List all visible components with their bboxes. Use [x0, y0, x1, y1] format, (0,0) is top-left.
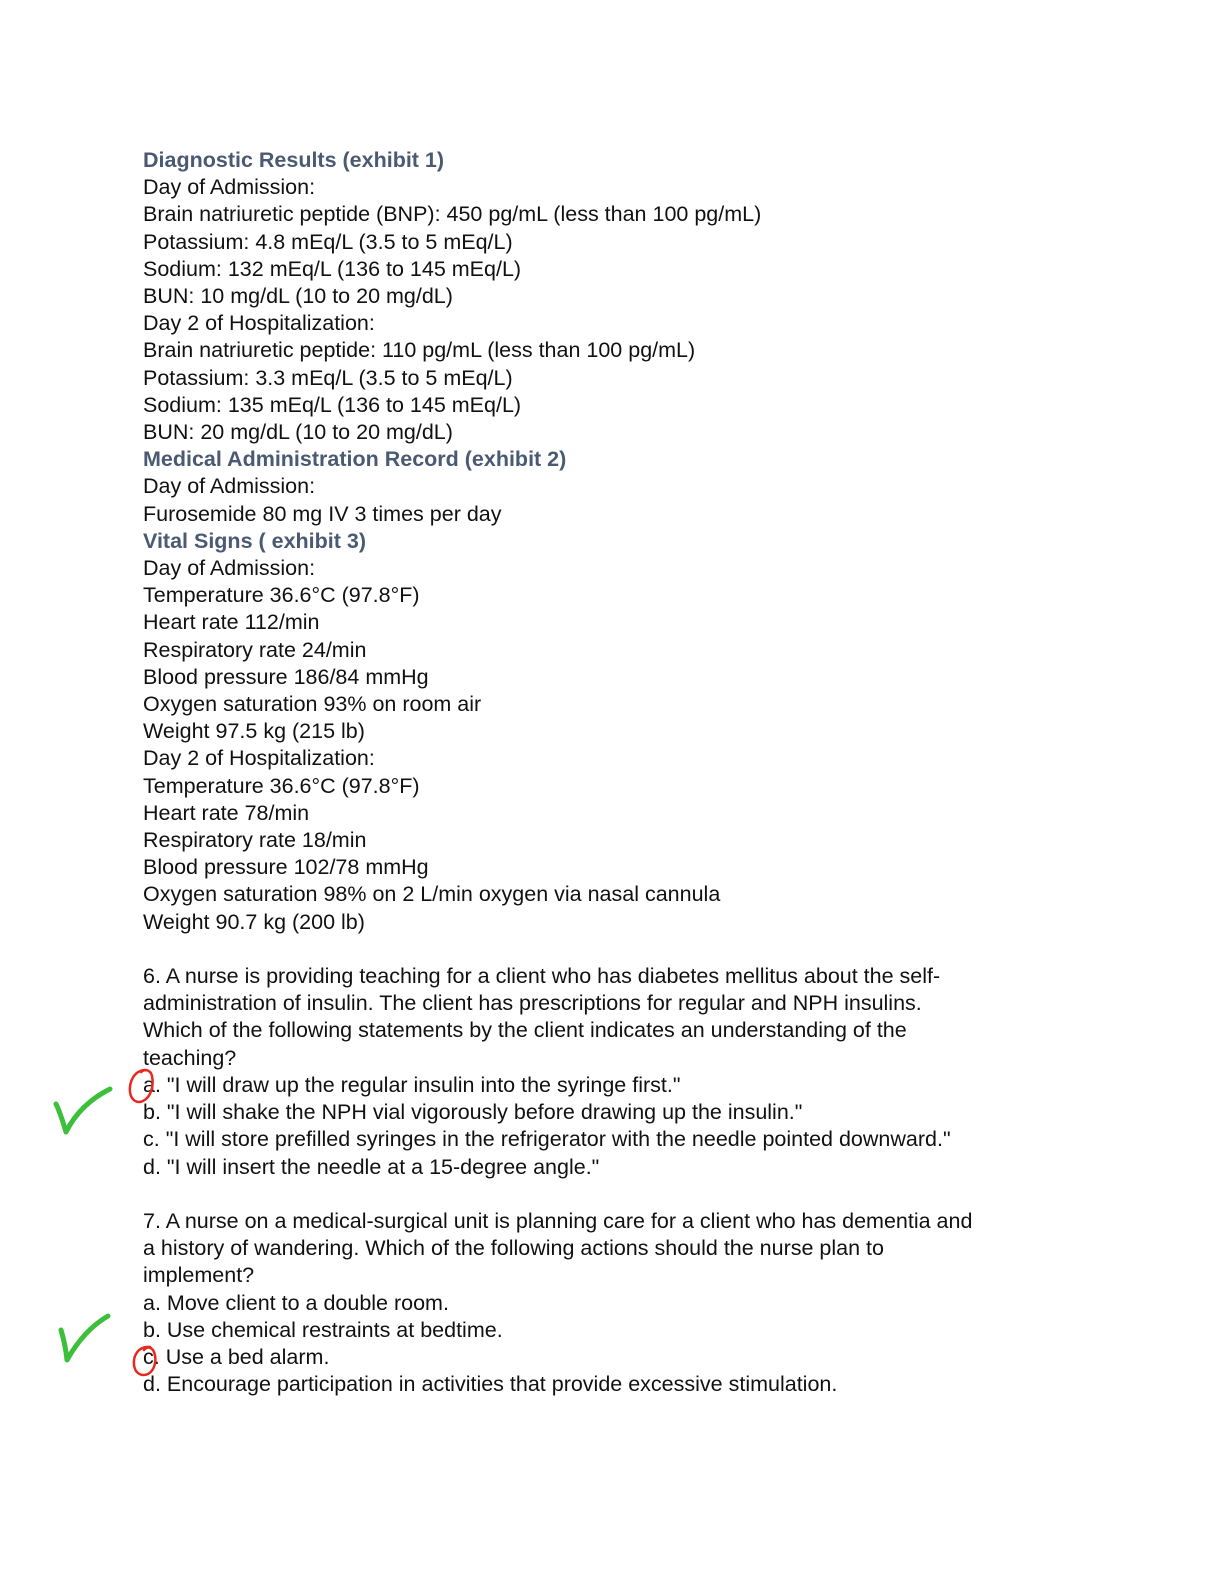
- exhibit-3-line: Day of Admission:: [143, 556, 316, 581]
- exhibit-2-line: Day of Admission:: [143, 474, 316, 499]
- exhibit-1-heading: Diagnostic Results (exhibit 1): [143, 148, 445, 172]
- exhibit-3-line: Respiratory rate 24/min: [143, 637, 367, 662]
- question-7-option-b: b. Use chemical restraints at bedtime.: [143, 1317, 503, 1342]
- exhibit-3-line: Heart rate 78/min: [143, 800, 310, 825]
- exhibit-1-line: Brain natriuretic peptide: 110 pg/mL (less than 100 pg/mL): [143, 338, 696, 363]
- question-6-stem: Which of the following statements by the client indicates an understanding of the: [143, 1018, 907, 1043]
- exhibit-1-line: Sodium: 135 mEq/L (136 to 145 mEq/L): [143, 392, 522, 417]
- exhibit-3-section: [143, 528, 1103, 936]
- question-6-stem: administration of insulin. The client has prescriptions for regular and NPH insulins.: [143, 991, 922, 1016]
- exhibit-1-line: Day of Admission:: [143, 175, 316, 200]
- exhibit-3-line: Oxygen saturation 98% on 2 L/min oxygen via nasal cannula: [143, 882, 721, 907]
- spacer: [143, 1181, 1103, 1208]
- exhibit-1-line: Day 2 of Hospitalization:: [143, 311, 375, 336]
- question-7-option-d: d. Encourage participation in activities that provide excessive stimulation.: [143, 1372, 838, 1397]
- exhibit-2-heading: Medical Administration Record (exhibit 2): [143, 447, 567, 472]
- question-7-option-a: a. Move client to a double room.: [143, 1290, 449, 1315]
- exhibit-3-line: Blood pressure 186/84 mmHg: [143, 664, 429, 689]
- exhibit-2-section: [143, 446, 1103, 528]
- document-body: [143, 147, 1103, 1398]
- question-7: [143, 1208, 1103, 1398]
- exhibit-3-line: Weight 90.7 kg (200 lb): [143, 909, 365, 934]
- check-icon: [56, 1312, 112, 1364]
- exhibit-1-line: Potassium: 3.3 mEq/L (3.5 to 5 mEq/L): [143, 365, 513, 390]
- exhibit-1-line: BUN: 10 mg/dL (10 to 20 mg/dL): [143, 284, 453, 309]
- check-icon: [52, 1086, 114, 1138]
- exhibit-3-heading: Vital Signs ( exhibit 3): [143, 528, 367, 553]
- exhibit-1-section: [143, 147, 1103, 446]
- exhibit-1-line: Potassium: 4.8 mEq/L (3.5 to 5 mEq/L): [143, 229, 513, 254]
- question-6-option-b: b. "I will shake the NPH vial vigorously before drawing up the insulin.": [143, 1100, 803, 1125]
- question-6-option-d: d. "I will insert the needle at a 15-degree angle.": [143, 1154, 600, 1179]
- exhibit-3-line: Weight 97.5 kg (215 lb): [143, 719, 365, 744]
- question-6-option-a: a. "I will draw up the regular insulin into the syringe first.": [143, 1072, 681, 1097]
- question-7-option-c: c. Use a bed alarm.: [143, 1344, 330, 1369]
- exhibit-1-line: Brain natriuretic peptide (BNP): 450 pg/mL (less than 100 pg/mL): [143, 202, 762, 227]
- question-7-stem: implement?: [143, 1263, 255, 1288]
- exhibit-3-line: Heart rate 112/min: [143, 610, 320, 635]
- exhibit-3-line: Oxygen saturation 93% on room air: [143, 692, 482, 717]
- exhibit-3-line: Temperature 36.6°C (97.8°F): [143, 583, 420, 608]
- question-7-stem: 7. A nurse on a medical-surgical unit is planning care for a client who has dementia and: [143, 1208, 973, 1233]
- question-6-stem: 6. A nurse is providing teaching for a client who has diabetes mellitus about the self-: [143, 964, 941, 989]
- exhibit-3-line: Respiratory rate 18/min: [143, 828, 367, 853]
- exhibit-3-line: Day 2 of Hospitalization:: [143, 746, 375, 771]
- question-6: [143, 963, 1103, 1181]
- exhibit-3-line: Blood pressure 102/78 mmHg: [143, 855, 429, 880]
- exhibit-3-line: Temperature 36.6°C (97.8°F): [143, 773, 420, 798]
- question-6-stem: teaching?: [143, 1045, 237, 1070]
- question-6-option-c: c. "I will store prefilled syringes in the refrigerator with the needle pointed downward.": [143, 1127, 951, 1152]
- question-7-stem: a history of wandering. Which of the following actions should the nurse plan to: [143, 1236, 884, 1261]
- exhibit-1-line: BUN: 20 mg/dL (10 to 20 mg/dL): [143, 420, 453, 445]
- spacer: [143, 936, 1103, 963]
- exhibit-1-line: Sodium: 132 mEq/L (136 to 145 mEq/L): [143, 256, 522, 281]
- exhibit-2-line: Furosemide 80 mg IV 3 times per day: [143, 501, 502, 526]
